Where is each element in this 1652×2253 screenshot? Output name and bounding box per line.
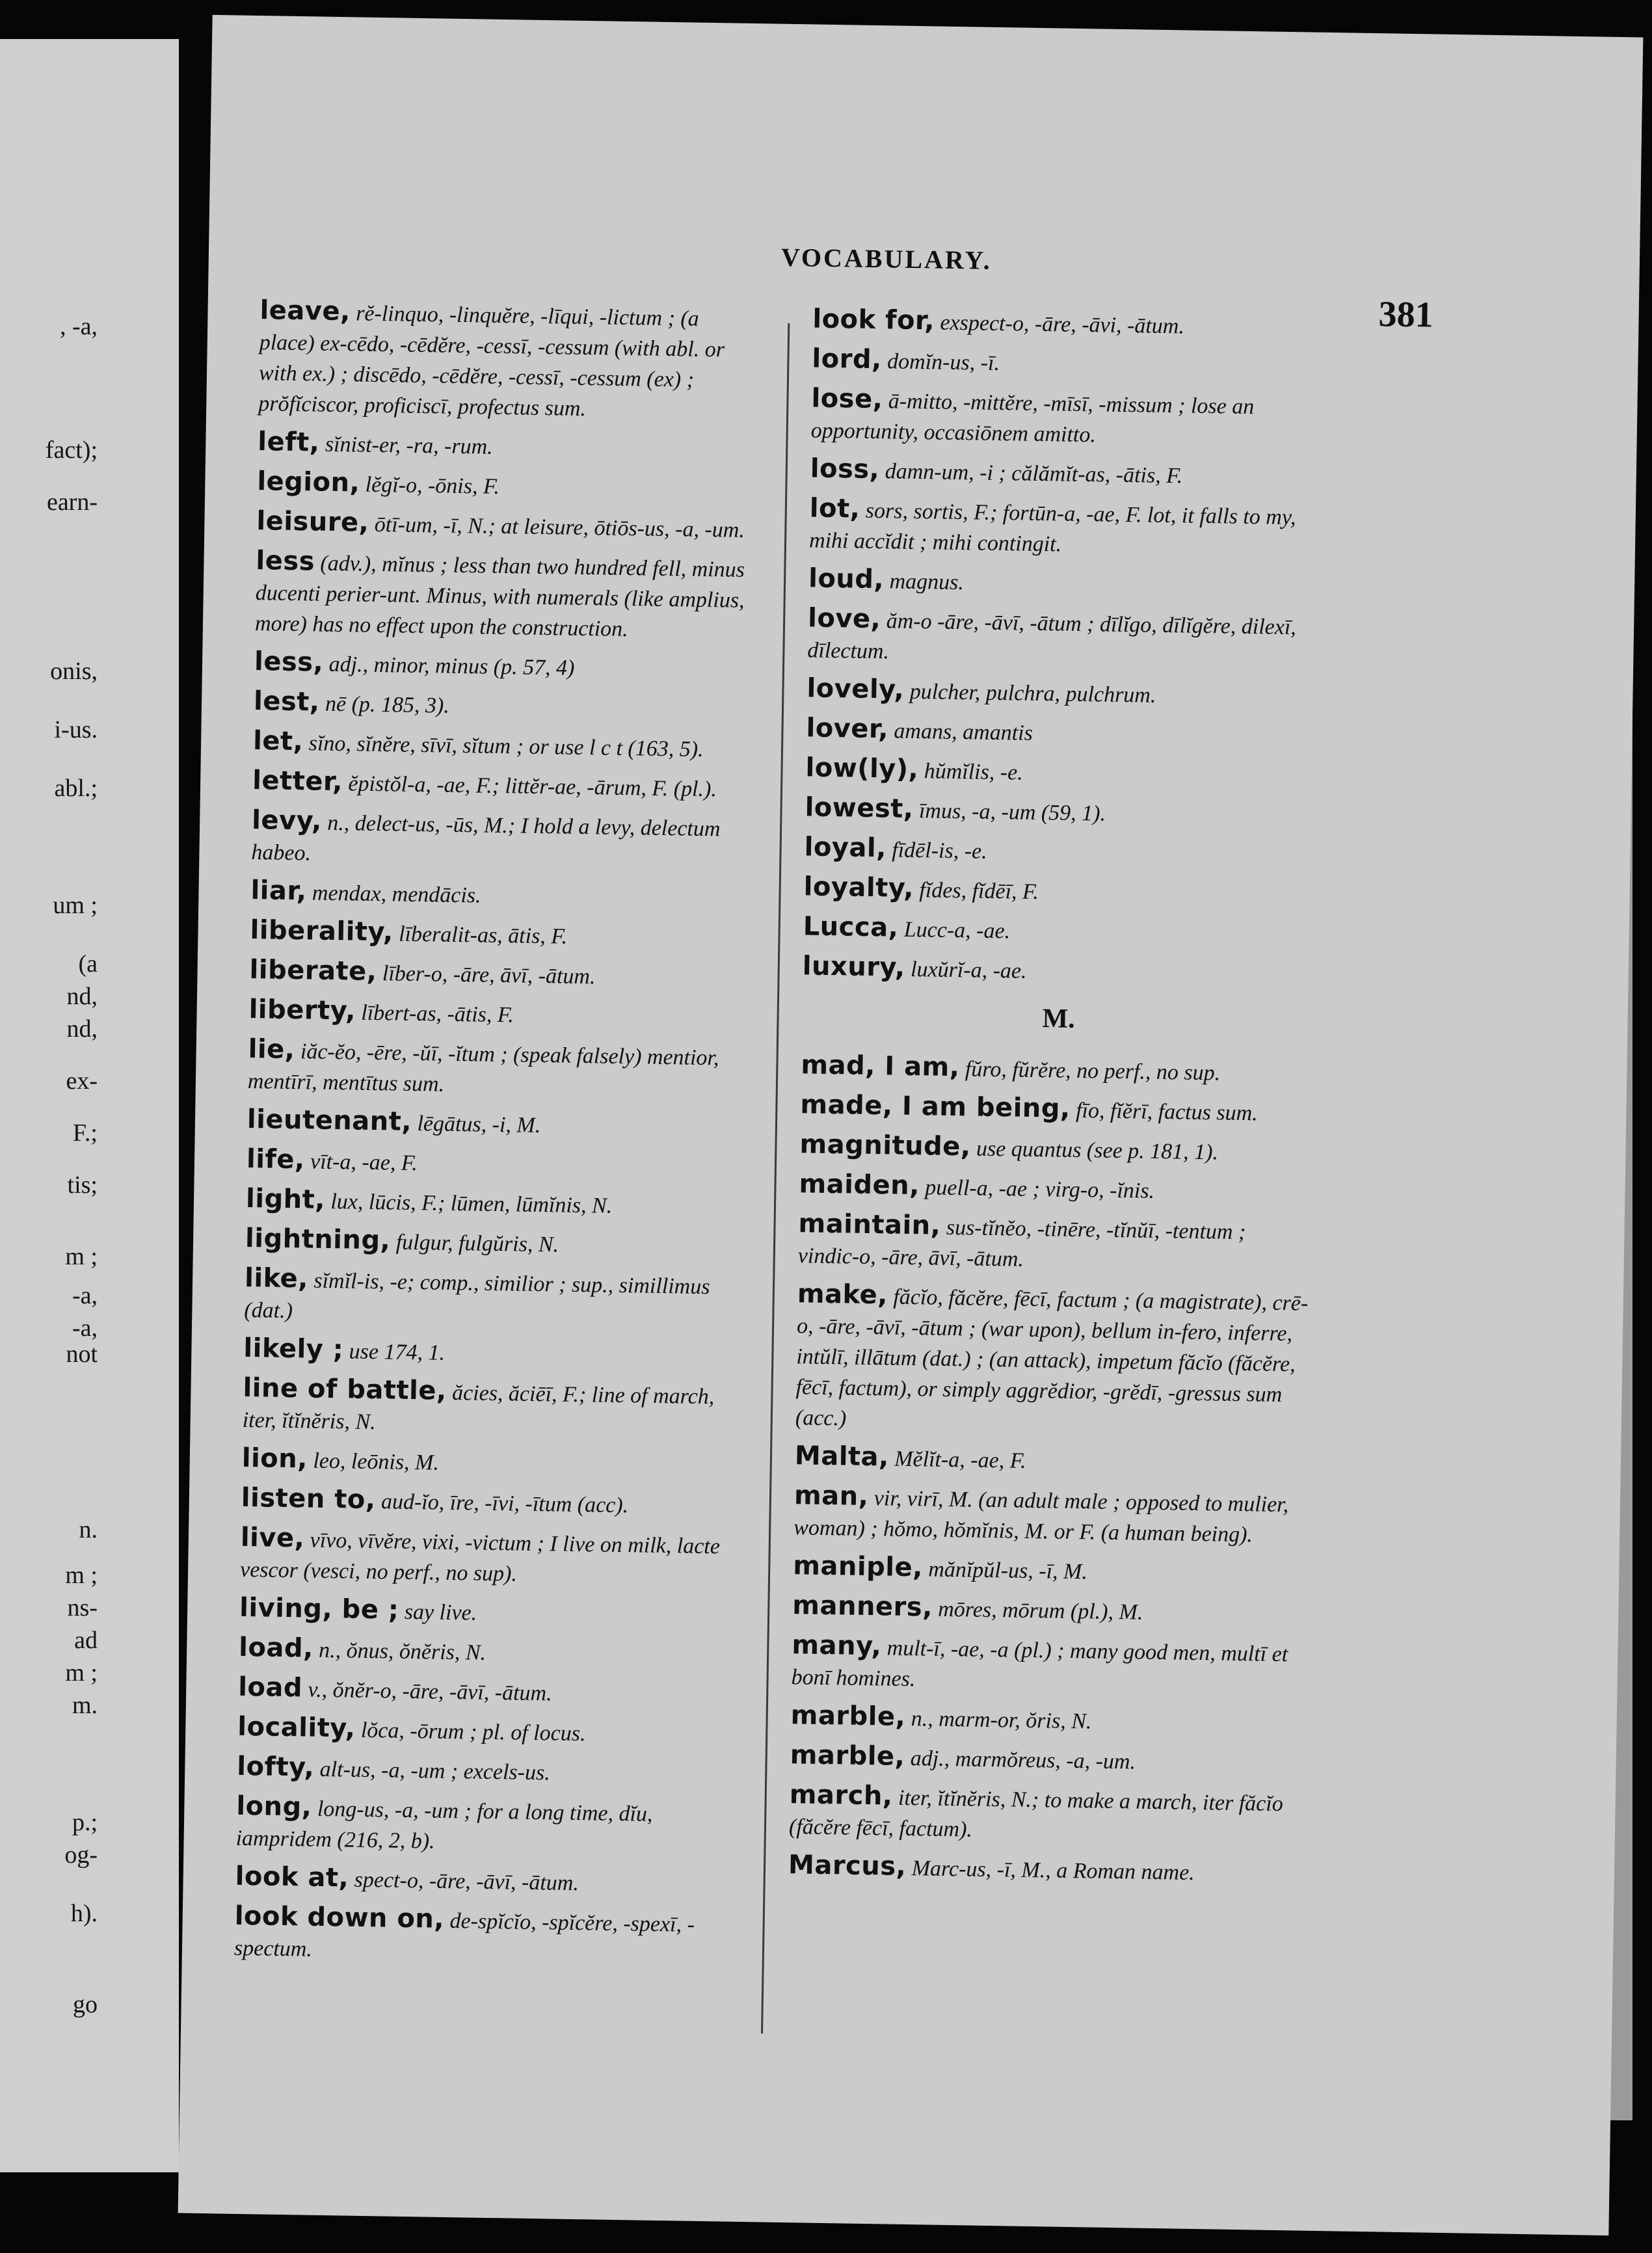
vocabulary-entry	[248, 994, 743, 1034]
vocabulary-entry	[246, 1184, 741, 1223]
vocabulary-entry	[239, 1633, 734, 1672]
entry-definition: luxŭrĭ-a, -ae.	[910, 957, 1027, 983]
entry-headword: look at,	[235, 1861, 349, 1893]
vocabulary-entry	[797, 1208, 1312, 1279]
vocabulary-entry	[802, 951, 1316, 991]
entry-headword: Malta,	[794, 1441, 890, 1473]
vocabulary-entry	[235, 1861, 730, 1901]
entry-definition: sĭno, sĭnĕre, sīvī, sĭtum ; or use l c t (163, 5).	[308, 731, 704, 762]
vocabulary-entry	[803, 872, 1318, 911]
entry-definition: say live.	[404, 1599, 477, 1625]
facing-page-text: go	[73, 1991, 98, 2018]
entry-definition: nē (p. 185, 3).	[325, 691, 450, 718]
entry-definition: lĕgĭ-o, -ōnis, F.	[365, 472, 500, 499]
vocabulary-entry	[812, 343, 1326, 383]
vocabulary-entry	[250, 915, 745, 955]
facing-page-text: ad	[74, 1627, 98, 1654]
vocabulary-entry	[253, 726, 748, 766]
facing-page-text: -a,	[72, 1314, 98, 1342]
vocabulary-entry	[803, 911, 1317, 951]
vocabulary-entry	[254, 686, 749, 726]
entry-definition: Lucc-a, -ae.	[903, 917, 1011, 944]
entry-definition: (adv.), mĭnus ; less than two hundred fell, minus ducenti perier-unt. Minus, with numerals (like amplius, more) has no effect upon the construction.	[254, 551, 745, 642]
vocabulary-entry	[793, 1551, 1307, 1590]
entry-definition: ăm-o -āre, -āvī, -ātum ; dīlĭgo, dīlĭgĕre, dilexī, dīlectum.	[807, 609, 1297, 664]
entry-headword: lieutenant,	[246, 1104, 412, 1137]
vocabulary-entry	[801, 1050, 1315, 1089]
vocabulary-entry	[795, 1441, 1309, 1480]
vocabulary-entry	[254, 647, 749, 686]
entry-definition: līber-o, -āre, āvī, -ātum.	[382, 961, 596, 989]
entry-headword: levy,	[251, 805, 323, 836]
entries-l-continued	[802, 304, 1326, 991]
entry-headword: liar,	[250, 875, 307, 907]
running-head: VOCABULARY.	[780, 242, 993, 275]
column-divider	[761, 323, 790, 2034]
vocabulary-entry	[249, 955, 744, 994]
entry-definition: alt-us, -a, -um ; excels-us.	[319, 1757, 551, 1785]
entry-headword: life,	[246, 1143, 306, 1175]
entry-definition: iăc-ĕo, -ēre, -ŭī, -ĭtum ; (speak falsely) mentior, mentīrī, mentītus sum.	[247, 1039, 719, 1097]
facing-page-text: m ;	[65, 1243, 98, 1270]
entry-headword: leave,	[260, 295, 351, 327]
entry-definition: lux, lūcis, F.; lūmen, lūmĭnis, N.	[330, 1190, 613, 1218]
facing-page-text: m ;	[65, 1562, 98, 1589]
entry-definition: iter, ĭtĭnĕris, N.; to make a march, iter făcĭo (făcĕre fēcī, factum).	[788, 1785, 1284, 1842]
entry-headword: lover,	[806, 713, 889, 745]
entry-headword: loud,	[808, 563, 885, 595]
facing-page-text: ns-	[67, 1594, 98, 1621]
entry-headword: maniple,	[792, 1551, 924, 1583]
entry-headword: look for,	[812, 304, 935, 336]
entry-headword: man,	[793, 1480, 869, 1512]
vocabulary-entry	[799, 1169, 1313, 1208]
entry-definition: vīt-a, -ae, F.	[310, 1149, 418, 1176]
entry-definition: pulcher, pulchra, pulchrum.	[909, 679, 1156, 708]
entry-definition: lībert-as, -ātis, F.	[361, 1000, 514, 1028]
facing-page-text: fact);	[45, 436, 98, 464]
entry-headword: low(ly),	[805, 753, 919, 785]
facing-page-text: n.	[79, 1516, 98, 1543]
entry-definition: Marc-us, -ī, M., a Roman name.	[911, 1856, 1195, 1885]
entry-definition: ōtī-um, -ī, N.; at leisure, ōtiōs-us, -a, -um.	[374, 512, 745, 542]
entry-definition: fīdēl-is, -e.	[892, 838, 987, 864]
entry-headword: mad, I am,	[801, 1050, 960, 1083]
vocabulary-entry	[258, 427, 753, 466]
vocabulary-entry	[806, 673, 1321, 713]
entry-definition: rĕ-linquo, -linquĕre, -līqui, -lictum ; (a place) ex-cēdo, -cēdĕre, -cessī, -cessum (with abl. or with ex.) ; discēdo, -cēdĕre, -cessī, -cessum (ex) ; prŏfĭciscor, proficiscī, profectus sum.	[258, 301, 725, 421]
facing-page-text: F.;	[72, 1119, 98, 1147]
facing-page-text: (a	[78, 950, 98, 978]
entry-headword: locality,	[237, 1711, 356, 1744]
entry-definition: n., delect-us, -ūs, M.; I hold a levy, delectum habeo.	[251, 810, 721, 866]
entry-headword: love,	[807, 603, 881, 635]
vocabulary-entry	[790, 1740, 1304, 1780]
entry-headword: less	[256, 546, 315, 577]
vocabulary-entry	[805, 753, 1320, 792]
entry-definition: puell-a, -ae ; virg-o, -ĭnis.	[925, 1175, 1155, 1203]
entry-headword: magnitude,	[799, 1129, 971, 1162]
entry-headword: lot,	[809, 493, 860, 524]
entry-definition: use 174, 1.	[349, 1339, 446, 1365]
entry-headword: likely ;	[243, 1333, 344, 1365]
facing-page-text: , -a,	[59, 313, 98, 340]
entry-headword: lightning,	[245, 1223, 391, 1256]
vocabulary-entry	[258, 295, 754, 427]
vocabulary-entry	[807, 603, 1322, 673]
vocabulary-entry	[809, 493, 1324, 563]
entry-definition: lēgātus, -i, M.	[417, 1112, 541, 1138]
entry-definition: lŏca, -ōrum ; pl. of locus.	[360, 1718, 586, 1746]
entry-definition: ĕpistŏl-a, -ae, F.; littĕr-ae, -ārum, F. (pl.).	[348, 771, 717, 802]
entry-headword: like,	[244, 1262, 309, 1294]
entry-definition: vīvo, vīvĕre, vixi, -victum ; I live on milk, lacte vescor (vesci, no perf., no sup).	[239, 1528, 721, 1586]
entry-headword: listen to,	[241, 1482, 376, 1515]
entry-definition: v., ŏnĕr-o, -āre, -āvī, -ātum.	[308, 1677, 552, 1706]
vocabulary-entry	[247, 1104, 742, 1144]
entry-headword: marble,	[790, 1740, 905, 1772]
entry-headword: light,	[245, 1183, 326, 1215]
entry-headword: manners,	[792, 1590, 933, 1623]
vocabulary-entry	[788, 1850, 1303, 1889]
entry-definition: aud-ĭo, īre, -īvi, -ītum (acc).	[380, 1489, 629, 1518]
facing-page-text: h).	[70, 1900, 98, 1927]
entry-headword: look down on,	[234, 1900, 445, 1934]
entry-headword: luxury,	[802, 951, 906, 983]
entry-headword: lie,	[248, 1033, 295, 1065]
vocabulary-entry	[252, 766, 747, 805]
facing-page-text: m ;	[65, 1659, 98, 1686]
entry-headword: maintain,	[798, 1208, 941, 1241]
entry-headword: live,	[240, 1522, 305, 1554]
facing-page-text: onis,	[50, 658, 98, 685]
entry-definition: fĭdes, fĭdēī, F.	[919, 878, 1039, 905]
vocabulary-entry	[812, 304, 1327, 343]
facing-page-text: i-us.	[54, 716, 98, 743]
vocabulary-entry	[242, 1373, 737, 1443]
vocabulary-entry	[248, 1034, 743, 1104]
vocabulary-entry	[804, 832, 1318, 872]
facing-page-text: nd,	[66, 1015, 98, 1043]
vocabulary-entry	[243, 1333, 738, 1373]
entry-headword: Marcus,	[788, 1850, 907, 1882]
entry-definition: fulgur, fulgŭris, N.	[395, 1230, 559, 1257]
vocabulary-entry	[235, 1791, 730, 1861]
entry-headword: lofty,	[237, 1751, 315, 1783]
facing-page-text: ex-	[66, 1067, 98, 1095]
entry-headword: liberality,	[250, 915, 394, 948]
entry-headword: made, I am being,	[800, 1089, 1071, 1124]
entry-definition: ăcies, ăciēī, F.; line of march, iter, ĭtĭnĕris, N.	[242, 1380, 715, 1435]
entry-headword: letter,	[252, 766, 343, 797]
vocabulary-entry	[245, 1223, 740, 1263]
entry-definition: făcĭo, făcĕre, fēcī, factum ; (a magistrate), crē-o, -āre, -āvī, -ātum ; (war upon), bellum in-fero, inferre, intŭlī, illātum (dat.) ; (an attack), impetum făcĭo (făcĕre, fēcī, factum), or simply aggrĕdior, -grĕdī, -gressus sum (acc.)	[795, 1285, 1309, 1431]
entries-m	[788, 1050, 1315, 1889]
vocabulary-entry	[257, 466, 752, 506]
entry-definition: spect-o, -āre, -āvī, -ātum.	[354, 1867, 580, 1896]
entry-definition: sors, sortis, F.; fortūn-a, -ae, F. lot, it falls to my, mihi accĭdit ; mihi contingit.	[808, 498, 1296, 557]
entry-headword: leisure,	[256, 506, 369, 538]
vocabulary-entry	[810, 383, 1325, 453]
vocabulary-entry	[808, 563, 1323, 603]
entry-headword: loyalty,	[803, 872, 914, 904]
entry-definition: adj., marmŏreus, -a, -um.	[910, 1746, 1136, 1774]
entry-headword: make,	[797, 1279, 888, 1311]
facing-page-fragment	[0, 39, 179, 2172]
vocabulary-entry	[241, 1483, 736, 1523]
vocabulary-entry	[805, 792, 1319, 832]
entry-definition: damn-um, -i ; călămĭt-as, -ātis, F.	[885, 459, 1183, 488]
vocabulary-entry	[234, 1901, 729, 1971]
vocabulary-entry	[244, 1263, 739, 1333]
right-column	[788, 304, 1327, 1897]
entry-definition: n., ŏnus, ŏnĕris, N.	[318, 1638, 486, 1665]
facing-page-text: earn-	[46, 488, 98, 516]
facing-page-text: m.	[72, 1692, 98, 1719]
entry-definition: fŭro, fŭrĕre, no perf., no sup.	[965, 1057, 1221, 1086]
entry-definition: mendax, mendācis.	[312, 881, 481, 908]
facing-page-text: nd,	[66, 983, 98, 1010]
entry-headword: loyal,	[804, 832, 887, 864]
entry-headword: load,	[238, 1632, 314, 1664]
entry-headword: lord,	[812, 343, 883, 375]
entry-definition: adj., minor, minus (p. 57, 4)	[328, 652, 575, 680]
vocabulary-entry	[255, 546, 751, 647]
vocabulary-entry	[792, 1590, 1307, 1630]
entry-headword: lest,	[253, 686, 320, 717]
vocabulary-entry	[237, 1752, 732, 1791]
vocabulary-entry	[800, 1089, 1314, 1129]
entry-definition: mult-ī, -ae, -a (pl.) ; many good men, multī et bonī homines.	[791, 1636, 1288, 1692]
facing-page-text: tis;	[67, 1171, 98, 1199]
entry-definition: īmus, -a, -um (59, 1).	[918, 799, 1106, 826]
entry-headword: load	[237, 1672, 303, 1703]
facing-page-text: -a,	[72, 1282, 98, 1309]
entry-definition: Mĕlĭt-a, -ae, F.	[894, 1446, 1026, 1473]
vocabulary-entry	[238, 1672, 733, 1712]
entry-definition: mōres, mōrum (pl.), M.	[938, 1597, 1143, 1625]
entry-headword: long,	[236, 1791, 312, 1822]
entry-definition: domĭn-us, -ī.	[886, 349, 1000, 376]
entry-headword: lose,	[811, 383, 883, 415]
vocabulary-entry	[246, 1144, 741, 1184]
entry-headword: lovely,	[806, 673, 905, 705]
vocabulary-entry	[250, 875, 745, 915]
entry-definition: magnus.	[889, 569, 965, 595]
entry-definition: de-spĭcĭo, -spĭcĕre, -spexī, -spectum.	[233, 1909, 695, 1962]
entry-definition: ā-mitto, -mittĕre, -mīsī, -missum ; lose an opportunity, occasiōnem amitto.	[810, 389, 1255, 447]
entry-definition: vir, virī, M. (an adult male ; opposed to mulier, woman) ; hŏmo, hŏmĭnis, M. or F. (a human being).	[793, 1486, 1289, 1547]
page-number: 381	[1378, 294, 1434, 336]
entry-definition: n., marm-or, ŏris, N.	[911, 1707, 1092, 1734]
section-letter-m: M.	[1042, 1004, 1076, 1034]
book-page	[178, 15, 1644, 2235]
vocabulary-entry	[799, 1129, 1314, 1169]
entry-headword: living, be ;	[239, 1592, 399, 1625]
entry-headword: loss,	[810, 453, 880, 485]
entry-headword: less,	[254, 647, 324, 678]
entry-headword: line of battle,	[243, 1372, 447, 1406]
entry-definition: sus-tĭnĕo, -tinēre, -tĭnŭī, -tentum ; vindic-o, -āre, āvī, -ātum.	[797, 1215, 1246, 1272]
facing-page-text: um ;	[53, 892, 98, 919]
entry-definition: sĭnist-er, -ra, -rum.	[325, 432, 493, 459]
entry-headword: lion,	[241, 1443, 308, 1474]
left-column	[233, 295, 754, 1979]
vocabulary-entry	[789, 1780, 1303, 1850]
entry-headword: legion,	[257, 466, 360, 498]
vocabulary-entry	[806, 713, 1320, 753]
entry-headword: marble,	[790, 1700, 906, 1732]
entry-headword: march,	[789, 1780, 893, 1811]
vocabulary-entry	[241, 1443, 736, 1483]
entry-headword: lowest,	[805, 792, 914, 825]
entry-definition: use quantus (see p. 181, 1).	[976, 1136, 1219, 1165]
vocabulary-entry	[791, 1630, 1305, 1700]
vocabulary-entry	[237, 1712, 732, 1752]
entry-headword: let,	[252, 726, 304, 757]
entry-headword: liberate,	[249, 955, 377, 987]
vocabulary-entry	[251, 805, 746, 875]
vocabulary-entry	[239, 1593, 734, 1633]
entry-headword: many,	[792, 1630, 882, 1662]
entry-definition: amans, amantis	[894, 719, 1033, 745]
vocabulary-entry	[793, 1480, 1308, 1551]
facing-page-text: og-	[64, 1841, 98, 1869]
entry-definition: hŭmĭlis, -e.	[924, 759, 1024, 785]
entry-definition: leo, leōnis, M.	[313, 1448, 440, 1475]
entry-definition: līberalit-as, ātis, F.	[398, 922, 568, 949]
entry-headword: liberty,	[248, 994, 356, 1026]
facing-page-text: abl.;	[54, 775, 98, 802]
facing-page-text: not	[66, 1340, 98, 1368]
entry-definition: sĭmĭl-is, -e; comp., similior ; sup., simillimus (dat.)	[244, 1268, 710, 1324]
vocabulary-entry	[790, 1700, 1305, 1740]
vocabulary-entry	[256, 506, 751, 546]
entry-definition: fīo, fĭĕrī, factus sum.	[1075, 1098, 1258, 1126]
entry-definition: mănĭpŭl-us, -ī, M.	[928, 1557, 1088, 1584]
vocabulary-entry	[240, 1523, 735, 1593]
entry-headword: Lucca,	[803, 911, 899, 943]
entry-definition: exspect-o, -āre, -āvi, -ātum.	[940, 310, 1185, 339]
vocabulary-entry	[795, 1279, 1312, 1441]
entry-definition: long-us, -a, -um ; for a long time, dĭu, iampridem (216, 2, b).	[235, 1796, 653, 1854]
entry-headword: left,	[258, 427, 320, 458]
facing-page-text: p.;	[72, 1809, 98, 1836]
vocabulary-entry	[810, 453, 1324, 493]
entry-headword: maiden,	[799, 1169, 920, 1201]
